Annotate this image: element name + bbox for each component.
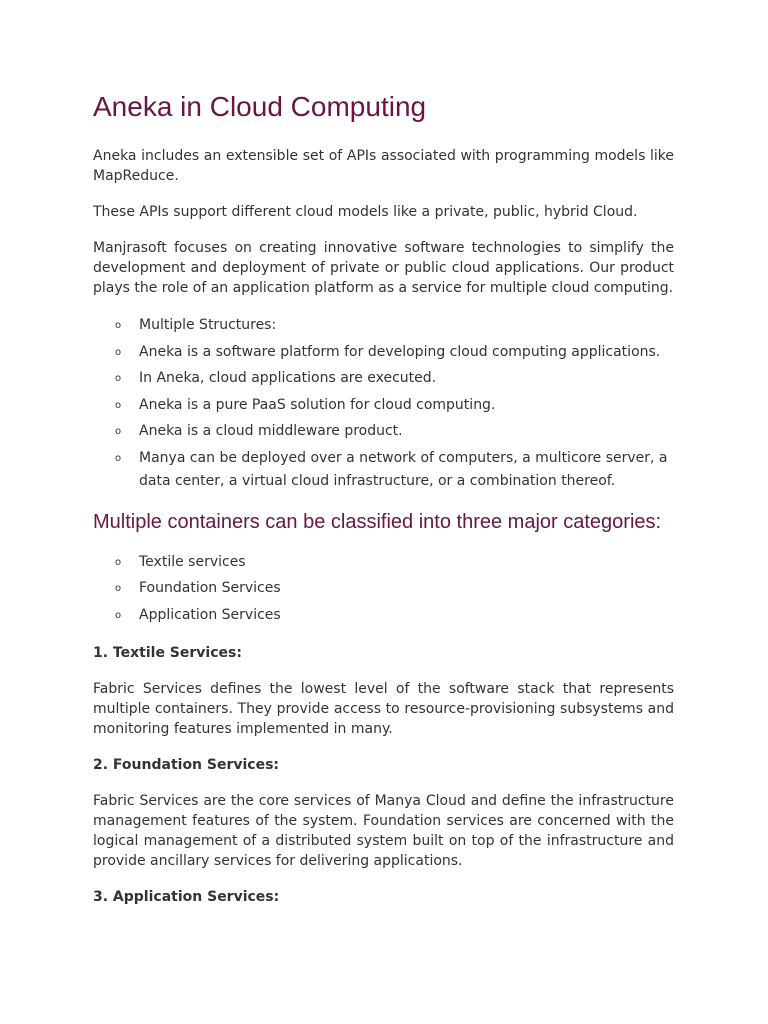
list-item-text: Textile services [139, 553, 246, 570]
section-body-foundation: Fabric Services are the core services of Manya Cloud and define the infrastructure management features of the system. Foundation services are concerned with the logical management of a distributed system built on top of the infrastructure and provide ancillary services for delivering applications. [93, 792, 674, 869]
list-item [93, 314, 674, 337]
features-list [93, 314, 674, 493]
intro-paragraph-1: Aneka includes an extensible set of APIs associated with programming models like MapReduce. [93, 148, 674, 184]
list-item [93, 577, 674, 600]
document-page [93, 88, 674, 923]
list-item-text: Manya can be deployed over a network of computers, a multicore server, a data center, a virtual cloud infrastructure, or a combination thereof. [139, 449, 668, 489]
list-item [93, 394, 674, 417]
bullet-icon: o [115, 609, 122, 621]
list-item-text: Multiple Structures: [139, 317, 277, 333]
bullet-icon: o [115, 373, 122, 384]
list-item-text: Foundation Services [139, 580, 281, 596]
list-item-text: Aneka is a software platform for developing cloud computing applications. [139, 343, 661, 360]
bullet-icon: o [115, 320, 122, 331]
section-heading-foundation: 2. Foundation Services: [93, 756, 280, 773]
categories-heading: Multiple containers can be classified into three major categories: [93, 510, 662, 533]
section-heading-textile: 1. Textile Services: [93, 644, 242, 661]
bullet-icon: o [115, 399, 122, 411]
list-item [93, 447, 674, 493]
list-item [93, 420, 674, 443]
categories-list [93, 551, 674, 627]
bullet-icon: o [115, 556, 122, 568]
bullet-icon: o [115, 346, 122, 358]
bullet-icon: o [115, 583, 122, 594]
list-item-text: Aneka is a cloud middleware product. [139, 423, 403, 439]
section-heading-application: 3. Application Services: [93, 888, 280, 905]
list-item [93, 604, 674, 627]
list-item-text: Application Services [139, 606, 281, 623]
list-item [93, 551, 674, 574]
list-item-text: In Aneka, cloud applications are executed. [139, 370, 437, 386]
intro-paragraph-2: These APIs support different cloud models like a private, public, hybrid Cloud. [93, 204, 638, 220]
list-item-text: Aneka is a pure PaaS solution for cloud computing. [139, 396, 496, 413]
list-item [93, 341, 674, 364]
intro-paragraph-3: Manjrasoft focuses on creating innovative software technologies to simplify the development and deployment of private or public cloud applications. Our product plays the role of an application platform as a service for multiple cloud computing. [93, 240, 674, 296]
bullet-icon: o [115, 426, 122, 437]
section-body-textile: Fabric Services defines the lowest level of the software stack that represents multiple containers. They provide access to resource-provisioning subsystems and monitoring features implemented in many. [93, 680, 674, 737]
list-item [93, 367, 674, 390]
page-title: Aneka in Cloud Computing [93, 91, 427, 122]
bullet-icon: o [115, 452, 122, 464]
